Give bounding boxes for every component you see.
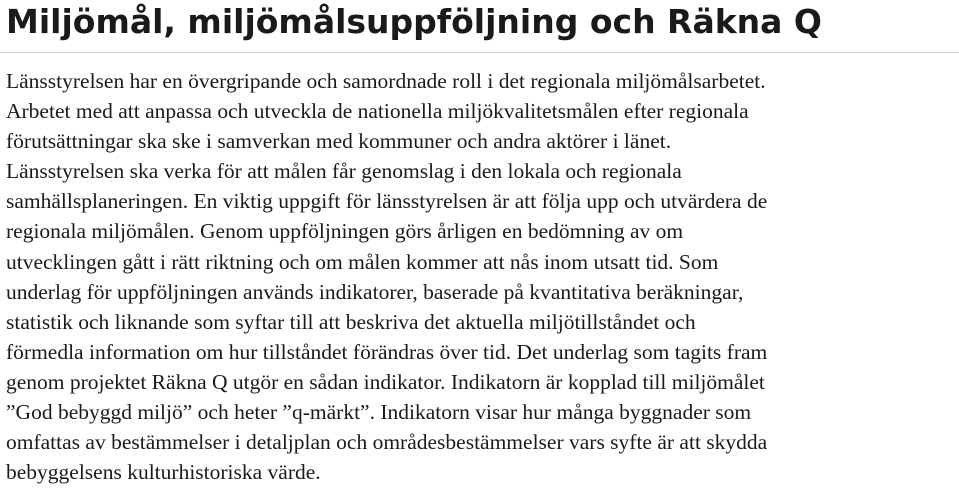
body-paragraph [6, 66, 956, 487]
body-line: ”God bebyggd miljö” och heter ”q-märkt”. Indikatorn visar hur många byggnader som [6, 400, 752, 425]
body-line: Länsstyrelsen ska verka för att målen får genomslag i den lokala och regionala [6, 159, 682, 184]
body-line: samhällsplaneringen. En viktig uppgift för länsstyrelsen är att följa upp och utvärdera de [6, 189, 768, 214]
body-line: bebyggelsens kulturhistoriska värde. [6, 460, 321, 485]
title-divider [0, 52, 959, 53]
body-line: regionala miljömålen. Genom uppföljningen görs årligen en bedömning av om [6, 219, 684, 244]
body-line: genom projektet Räkna Q utgör en sådan indikator. Indikatorn är kopplad till miljömålet [6, 369, 765, 394]
body-line: statistik och liknande som syftar till att beskriva det aktuella miljötillståndet och [6, 309, 696, 334]
body-line: Arbetet med att anpassa och utveckla de nationella miljökvalitetsmålen efter regionala [6, 99, 749, 124]
body-line: utvecklingen gått i rätt riktning och om målen kommer att nås inom utsatt tid. Som [6, 249, 719, 274]
page-title: Miljömål, miljömålsuppföljning och Räkna Q [6, 2, 822, 41]
body-line: Länsstyrelsen har en övergripande och samordnade roll i det regionala miljömålsarbetet. [6, 69, 766, 93]
body-line: omfattas av bestämmelser i detaljplan och områdesbestämmelser vars syfte är att skydda [6, 430, 768, 455]
body-line: underlag för uppföljningen används indikatorer, baserade på kvantitativa beräkningar, [6, 279, 744, 304]
body-line: förmedla information om hur tillståndet förändras över tid. Det underlag som tagits fram [6, 339, 768, 364]
body-line: förutsättningar ska ske i samverkan med kommuner och andra aktörer i länet. [6, 129, 672, 154]
